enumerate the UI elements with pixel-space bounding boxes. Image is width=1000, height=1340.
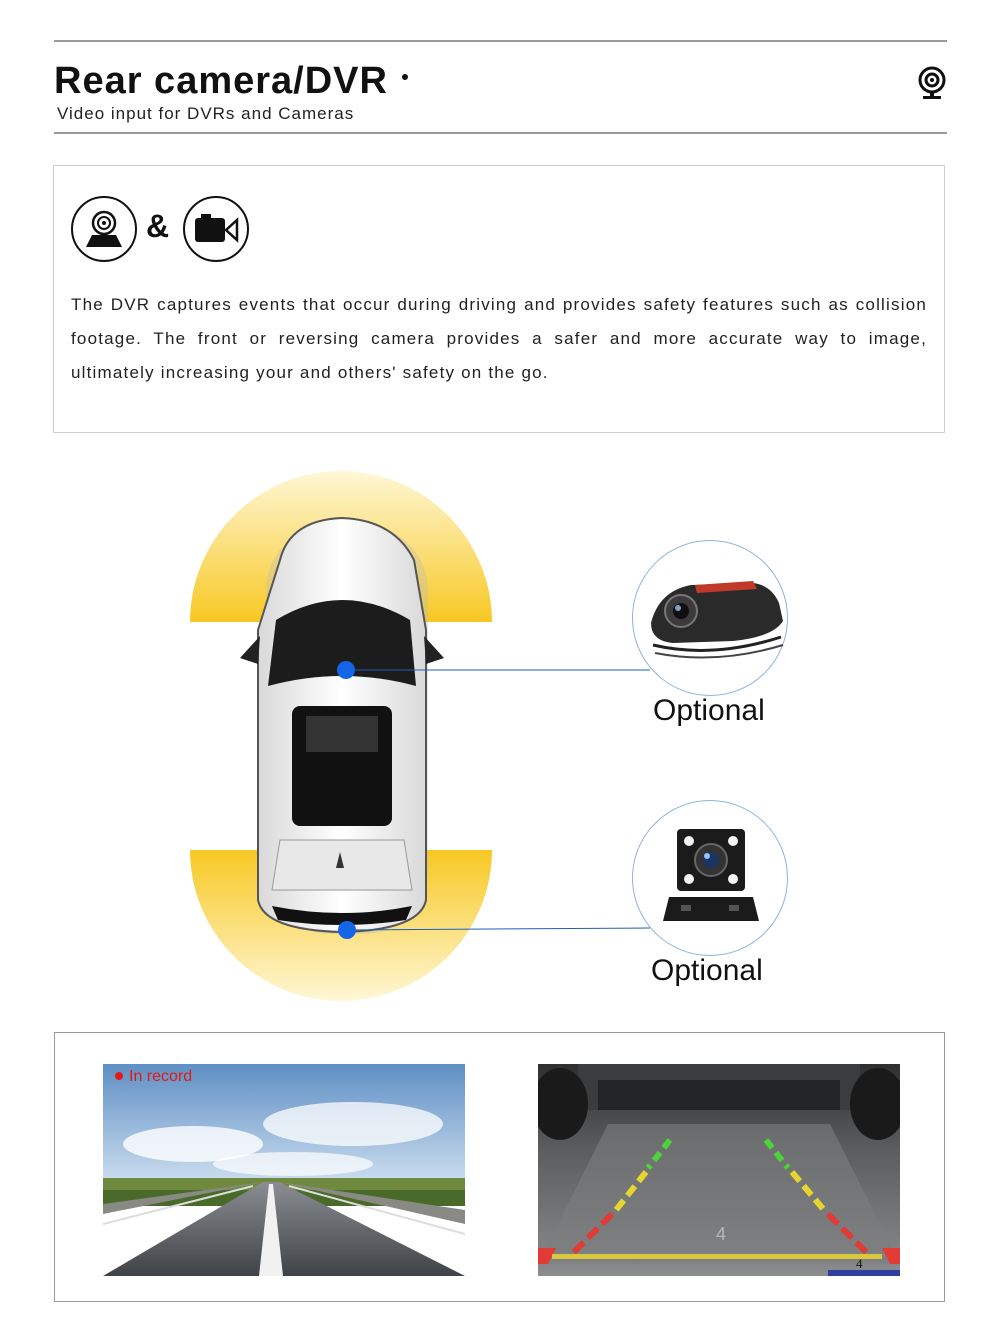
intro-description: The DVR captures events that occur during driving and provides safety features such as collision footage. The front or reversing camera provides a safer and more accurate way to image, ultimately increasing your and others' safety on the go. <box>71 295 927 382</box>
header-top-rule <box>54 40 947 42</box>
webcam-icon <box>916 66 948 100</box>
parking-guide-preview <box>538 1064 900 1276</box>
recording-status-text: In record <box>129 1068 193 1085</box>
rear-camera-label: Optional <box>651 954 763 987</box>
recording-status <box>115 1068 192 1086</box>
rear-camera-icon <box>71 196 137 262</box>
header-bottom-rule <box>54 132 947 134</box>
front-camera-label: Optional <box>653 694 765 727</box>
page-subtitle: Video input for DVRs and Cameras <box>57 104 355 123</box>
camera-placement-diagram <box>180 460 820 1020</box>
dvr-camera-icon <box>183 196 249 262</box>
page-title-text: Rear camera/DVR <box>54 60 388 102</box>
front-camera-point <box>337 661 355 679</box>
dvr-camera-thumbnail <box>632 540 788 696</box>
title-dot <box>402 74 408 80</box>
dvr-road-preview <box>103 1064 465 1276</box>
rear-camera-thumbnail <box>632 800 788 956</box>
ampersand: & <box>146 208 170 244</box>
svg-text:4: 4 <box>716 1224 727 1244</box>
rear-camera-point <box>338 921 356 939</box>
parking-marker: 4 <box>856 1256 863 1271</box>
recording-dot <box>115 1072 123 1080</box>
page-title <box>54 60 408 103</box>
